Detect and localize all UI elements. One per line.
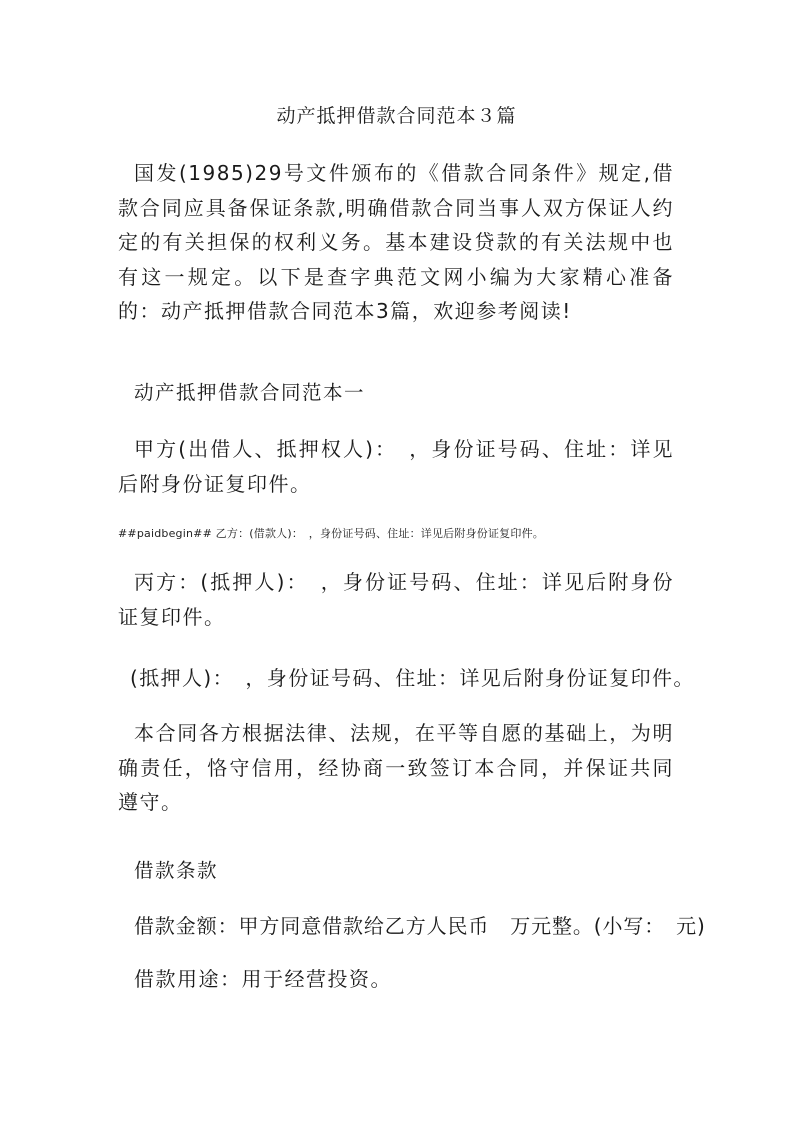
agreement-paragraph: 本合同各方根据法律、法规，在平等自愿的基础上，为明确责任，恪守信用，经协商一致签订本合同，并保证共同遵守。 [118, 721, 674, 814]
party-d-line: (抵押人)： ，身份证号码、住址：详见后附身份证复印件。 [130, 666, 695, 690]
intro-paragraph: 国发(1985)29号文件颁布的《借款合同条件》规定,借款合同应具备保证条款,明确借款合同当事人双方保证人约定的有关担保的权利义务。基本建设贷款的有关法规中也有这一规定。以下是查字典范文网小编为大家精心准备的：动产抵押借款合同范本3篇，欢迎参考阅读! [118, 161, 674, 323]
document-title: 动产抵押借款合同范本３篇 [276, 105, 517, 127]
section-heading: 动产抵押借款合同范本一 [134, 381, 366, 404]
terms-heading: 借款条款 [134, 859, 219, 882]
party-a-paragraph: 甲方(出借人、抵押权人)： ，身份证号码、住址：详见后附身份证复印件。 [118, 437, 674, 496]
loan-purpose-line: 借款用途：用于经营投资。 [134, 967, 392, 991]
party-c-paragraph: 丙方：(抵押人)： ，身份证号码、住址：详见后附身份证复印件。 [118, 570, 674, 629]
loan-amount-line: 借款金额：甲方同意借款给乙方人民币 万元整。(小写： 元) [134, 914, 706, 938]
party-b-line: ##paidbegin## 乙方：(借款人)： ，身份证号码、住址：详见后附身份证复印件。 [118, 527, 544, 540]
